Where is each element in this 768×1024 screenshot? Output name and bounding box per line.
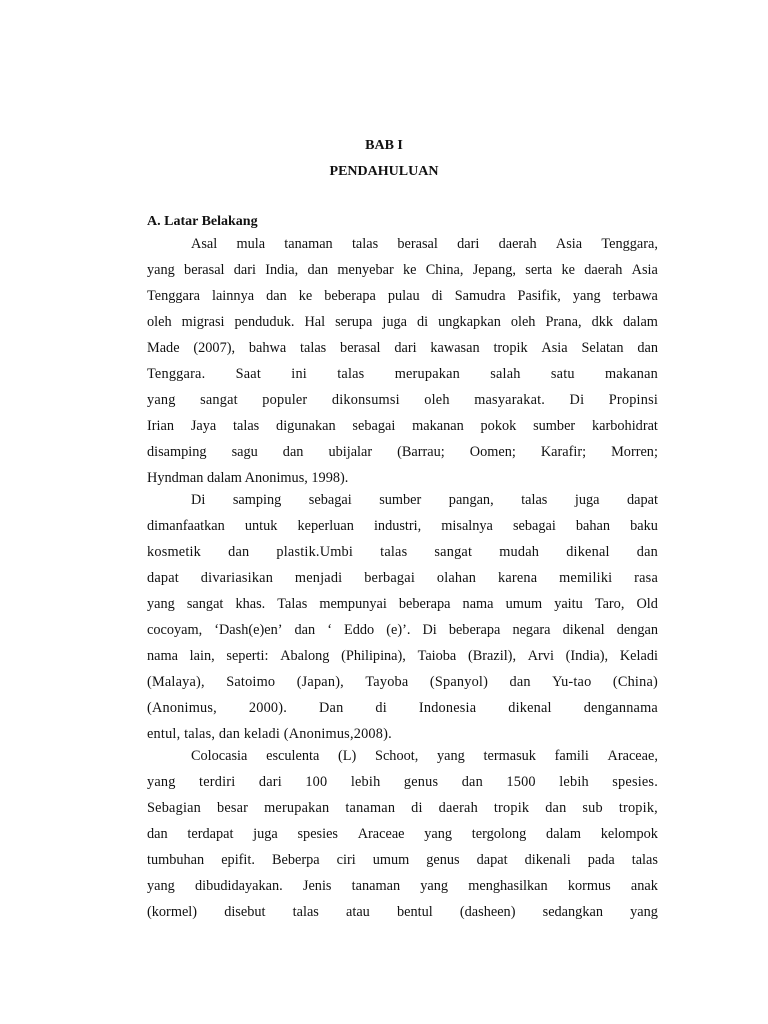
- word: yang: [147, 774, 176, 790]
- word: dalam: [546, 826, 581, 842]
- word: penduduk.: [234, 314, 295, 330]
- word: tumbuhan: [147, 852, 205, 868]
- word: cocoyam,: [147, 622, 203, 638]
- word: Araceae,: [607, 748, 658, 764]
- word: Di: [569, 392, 585, 408]
- word: olahan: [436, 570, 477, 586]
- word: masyarakat.: [474, 392, 546, 408]
- word: dari: [258, 774, 282, 790]
- word: berasal: [397, 236, 438, 252]
- word: dari: [457, 236, 480, 252]
- word: dan: [282, 444, 304, 460]
- word: yang: [147, 878, 175, 894]
- word: seperti:: [226, 648, 269, 664]
- word: di: [431, 288, 443, 304]
- word: oleh: [147, 314, 172, 330]
- word: Asia: [541, 340, 568, 356]
- word: Jenis: [302, 878, 332, 894]
- body-line: [147, 442, 658, 462]
- word: ungkapkan: [438, 314, 501, 330]
- word: pada: [587, 852, 615, 868]
- word: yang: [424, 826, 453, 842]
- word: dikenali: [524, 852, 571, 868]
- word: spesies: [297, 826, 338, 842]
- word: karena: [497, 570, 538, 586]
- word: Yu-tao: [552, 674, 592, 690]
- word: menghasilkan: [468, 878, 548, 894]
- word: yang: [147, 262, 175, 278]
- word: misalnya: [441, 518, 493, 534]
- word: berasal: [184, 262, 225, 278]
- word: nama: [147, 648, 178, 664]
- word: mempunyai: [319, 596, 387, 612]
- word: oleh: [510, 314, 536, 330]
- word: Karafir;: [540, 444, 587, 460]
- body-line: Hyndman dalam Anonimus, 1998).: [147, 470, 349, 486]
- body-line: [191, 746, 658, 766]
- word: Arvi: [527, 648, 554, 664]
- word: satu: [550, 366, 575, 382]
- word: merupakan: [264, 800, 330, 816]
- chapter-title: PENDAHULUAN: [329, 164, 439, 179]
- word: talas: [380, 544, 408, 560]
- word: digunakan: [276, 418, 336, 434]
- word: divariasikan: [200, 570, 274, 586]
- word: merupakan: [394, 366, 460, 382]
- word: ke: [403, 262, 417, 278]
- word: tropik,: [618, 800, 658, 816]
- word: Prana,: [545, 314, 582, 330]
- word: dikenal: [562, 622, 605, 638]
- word: Schoot,: [375, 748, 419, 764]
- word: Hal: [304, 314, 326, 330]
- word: 2000).: [248, 700, 288, 716]
- word: tropik: [493, 340, 528, 356]
- word: terbawa: [612, 288, 658, 304]
- word: besar: [216, 800, 249, 816]
- body-line: entul, talas, dan keladi (Anonimus,2008).: [147, 726, 392, 742]
- word: sumber: [533, 418, 576, 434]
- word: makanan: [412, 418, 464, 434]
- word: salah: [490, 366, 521, 382]
- word: famili: [554, 748, 589, 764]
- word: termasuk: [483, 748, 536, 764]
- word: talas: [351, 236, 379, 252]
- word: bentul: [396, 904, 433, 920]
- word: (e)’.: [386, 622, 411, 638]
- body-line: [147, 568, 658, 588]
- word: beberapa: [324, 288, 376, 304]
- body-line: [191, 234, 658, 254]
- chapter-heading: BAB I: [365, 138, 403, 153]
- word: berasal: [340, 340, 381, 356]
- word: Di: [191, 492, 206, 508]
- body-line: [147, 594, 658, 614]
- word: genus: [426, 852, 460, 868]
- body-line: [147, 824, 658, 844]
- body-line: [191, 490, 658, 510]
- body-line: [147, 698, 658, 718]
- word: epifit.: [221, 852, 255, 868]
- word: (India),: [565, 648, 609, 664]
- word: (China): [612, 674, 658, 690]
- word: ‘Dash(e)en’: [214, 622, 283, 638]
- section-heading: A. Latar Belakang: [147, 214, 258, 229]
- word: sub: [582, 800, 603, 816]
- word: (Brazil),: [467, 648, 517, 664]
- word: samping: [232, 492, 282, 508]
- word: beberapa: [398, 596, 451, 612]
- word: Asia: [631, 262, 658, 278]
- body-line: [147, 798, 658, 818]
- word: disamping: [147, 444, 207, 460]
- body-line: [147, 312, 658, 332]
- word: (dasheen): [459, 904, 516, 920]
- word: dan: [147, 826, 168, 842]
- word: dan: [636, 544, 658, 560]
- word: ‘: [327, 622, 332, 638]
- word: dan: [637, 340, 658, 356]
- word: Pasifik,: [517, 288, 561, 304]
- word: khas.: [235, 596, 266, 612]
- word: memiliki: [559, 570, 613, 586]
- word: terdapat: [187, 826, 234, 842]
- word: tanaman: [345, 800, 396, 816]
- word: yang: [630, 904, 658, 920]
- word: serta: [525, 262, 553, 278]
- word: spesies.: [612, 774, 658, 790]
- body-line: [147, 286, 658, 306]
- word: dikonsumsi: [331, 392, 400, 408]
- word: Jaya: [190, 418, 217, 434]
- word: yang: [572, 288, 601, 304]
- body-line: [147, 646, 658, 666]
- word: baku: [630, 518, 658, 534]
- word: dan: [228, 544, 250, 560]
- body-line: [147, 772, 658, 792]
- word: Tayoba: [365, 674, 409, 690]
- word: sebagai: [308, 492, 352, 508]
- body-line: [147, 542, 658, 562]
- word: dikenal: [566, 544, 610, 560]
- body-line: [147, 390, 658, 410]
- word: di: [417, 314, 429, 330]
- word: juga: [253, 826, 278, 842]
- word: lebih: [350, 774, 381, 790]
- word: migrasi: [181, 314, 225, 330]
- word: talas: [631, 852, 658, 868]
- word: oleh: [424, 392, 450, 408]
- word: 100: [305, 774, 328, 790]
- word: dibudidayakan.: [194, 878, 283, 894]
- word: Di: [422, 622, 437, 638]
- word: talas: [521, 492, 548, 508]
- word: juga: [574, 492, 600, 508]
- word: sagu: [231, 444, 258, 460]
- word: Eddo: [344, 622, 375, 638]
- word: (Philipina),: [341, 648, 406, 664]
- word: dari: [233, 262, 257, 278]
- word: dapat: [147, 570, 179, 586]
- word: Tenggara: [147, 288, 200, 304]
- word: sebagai: [352, 418, 396, 434]
- word: dan: [266, 288, 287, 304]
- word: dan: [294, 622, 316, 638]
- body-line: [147, 850, 658, 870]
- word: industri,: [373, 518, 422, 534]
- word: India,: [265, 262, 299, 278]
- word: Dan: [319, 700, 344, 716]
- word: di: [411, 800, 423, 816]
- word: Tenggara.: [147, 366, 206, 382]
- word: atau: [346, 904, 370, 920]
- word: ini: [291, 366, 307, 382]
- word: (kormel): [147, 904, 198, 920]
- word: talas: [233, 418, 260, 434]
- word: tergolong: [471, 826, 527, 842]
- word: lainnya: [211, 288, 255, 304]
- word: karbohidrat: [592, 418, 658, 434]
- word: plastik.Umbi: [276, 544, 354, 560]
- word: dkk: [591, 314, 614, 330]
- word: ke: [561, 262, 576, 278]
- word: bahwa: [248, 340, 287, 356]
- word: ubijalar: [328, 444, 373, 460]
- word: Jepang,: [472, 262, 517, 278]
- word: tanaman: [351, 878, 401, 894]
- word: bahan: [575, 518, 611, 534]
- word: daerah: [584, 262, 623, 278]
- word: Indonesia: [418, 700, 477, 716]
- word: dapat: [627, 492, 658, 508]
- word: Keladi: [619, 648, 658, 664]
- word: tanaman: [284, 236, 333, 252]
- word: dan: [307, 262, 329, 278]
- word: dan: [461, 774, 483, 790]
- word: pangan,: [448, 492, 494, 508]
- word: Taioba: [417, 648, 457, 664]
- word: (Malaya),: [147, 674, 205, 690]
- word: lain,: [189, 648, 215, 664]
- word: juga: [382, 314, 408, 330]
- word: yang: [420, 878, 449, 894]
- word: makanan: [604, 366, 658, 382]
- word: dengannama: [583, 700, 658, 716]
- word: kormus: [567, 878, 611, 894]
- word: sangat: [186, 596, 224, 612]
- word: Abalong: [280, 648, 330, 664]
- word: lebih: [559, 774, 589, 790]
- word: Morren;: [611, 444, 658, 460]
- word: berbagai: [364, 570, 416, 586]
- word: Asal: [191, 236, 218, 252]
- word: China,: [425, 262, 464, 278]
- word: (2007),: [193, 340, 236, 356]
- word: Tenggara,: [601, 236, 658, 252]
- word: dan: [509, 674, 531, 690]
- word: tropik: [493, 800, 530, 816]
- body-line: [147, 516, 658, 536]
- word: sedangkan: [542, 904, 603, 920]
- word: ke: [298, 288, 313, 304]
- word: anak: [630, 878, 658, 894]
- word: pokok: [480, 418, 517, 434]
- body-line: [147, 902, 658, 922]
- word: untuk: [244, 518, 278, 534]
- word: terdiri: [199, 774, 236, 790]
- word: Taro,: [594, 596, 625, 612]
- word: mula: [236, 236, 266, 252]
- body-line: [147, 260, 658, 280]
- body-line: [147, 364, 658, 384]
- word: Samudra: [454, 288, 506, 304]
- word: disebut: [224, 904, 266, 920]
- word: (Japan),: [296, 674, 344, 690]
- word: sebagai: [512, 518, 556, 534]
- body-line: [147, 338, 658, 358]
- body-line: [147, 416, 658, 436]
- word: talas: [292, 904, 319, 920]
- word: kosmetik: [147, 544, 202, 560]
- word: (Barrau;: [397, 444, 445, 460]
- word: talas: [300, 340, 327, 356]
- word: sangat: [434, 544, 473, 560]
- word: dapat: [476, 852, 508, 868]
- word: ciri: [336, 852, 356, 868]
- word: yang: [437, 748, 465, 764]
- body-line: [147, 876, 658, 896]
- word: di: [375, 700, 387, 716]
- word: daerah: [438, 800, 478, 816]
- word: populer: [262, 392, 308, 408]
- body-line: [147, 672, 658, 692]
- word: dan: [545, 800, 567, 816]
- word: Saat: [235, 366, 262, 382]
- word: yang: [147, 596, 175, 612]
- word: menyebar: [337, 262, 394, 278]
- word: (Spanyol): [429, 674, 489, 690]
- word: pulau: [387, 288, 420, 304]
- word: yaitu: [554, 596, 583, 612]
- word: sumber: [379, 492, 422, 508]
- word: dimanfaatkan: [147, 518, 225, 534]
- word: Old: [636, 596, 658, 612]
- word: kelompok: [600, 826, 658, 842]
- body-line: [147, 620, 658, 640]
- word: Oomen;: [469, 444, 516, 460]
- word: Talas: [277, 596, 308, 612]
- word: nama: [462, 596, 494, 612]
- word: yang: [147, 392, 176, 408]
- word: (Anonimus,: [147, 700, 217, 716]
- word: umum: [505, 596, 543, 612]
- word: umum: [372, 852, 410, 868]
- word: 1500: [506, 774, 536, 790]
- word: menjadi: [294, 570, 343, 586]
- word: Irian: [147, 418, 174, 434]
- word: dalam: [623, 314, 658, 330]
- word: dikenal: [508, 700, 552, 716]
- word: Sebagian: [147, 800, 202, 816]
- word: rasa: [634, 570, 658, 586]
- word: daerah: [498, 236, 537, 252]
- word: esculenta: [266, 748, 320, 764]
- word: serupa: [335, 314, 373, 330]
- word: genus: [403, 774, 439, 790]
- word: (L): [338, 748, 357, 764]
- word: Selatan: [581, 340, 624, 356]
- word: dengan: [616, 622, 658, 638]
- word: Satoimo: [226, 674, 276, 690]
- word: Beberpa: [271, 852, 320, 868]
- word: dari: [394, 340, 417, 356]
- word: talas: [337, 366, 365, 382]
- word: mudah: [499, 544, 540, 560]
- word: kawasan: [430, 340, 480, 356]
- word: Propinsi: [608, 392, 658, 408]
- word: Made: [147, 340, 180, 356]
- word: negara: [512, 622, 551, 638]
- word: Araceae: [357, 826, 405, 842]
- word: Colocasia: [191, 748, 248, 764]
- word: beberapa: [448, 622, 501, 638]
- word: sangat: [200, 392, 238, 408]
- word: keperluan: [297, 518, 354, 534]
- word: Asia: [555, 236, 583, 252]
